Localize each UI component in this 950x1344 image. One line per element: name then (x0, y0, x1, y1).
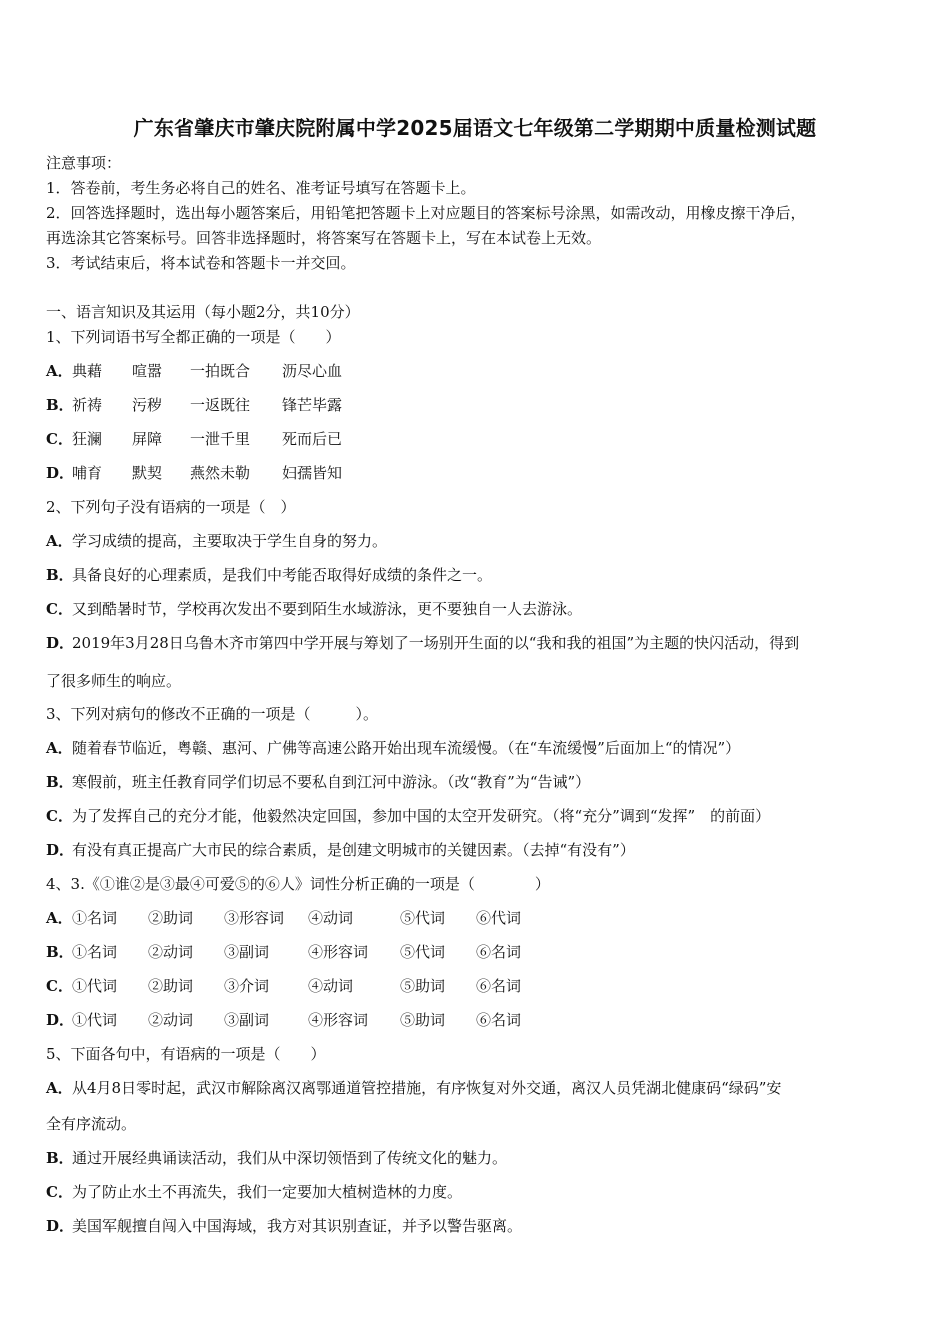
option-word: ①代词 (72, 1011, 118, 1029)
option-label: C． (46, 600, 73, 618)
option-word: 一泄千里 (190, 430, 251, 448)
option-word: ⑤助词 (400, 977, 446, 995)
option-word: ①名词 (72, 909, 118, 927)
option-word: ⑤助词 (400, 1011, 446, 1029)
option-word: ⑤代词 (400, 943, 446, 961)
option-word: ④动词 (308, 977, 354, 995)
option-label: C． (46, 977, 73, 995)
option-word: ⑤代词 (400, 909, 446, 927)
option-word: 燕然未勒 (190, 464, 251, 482)
q5-option-d (46, 1215, 522, 1236)
option-text: 具备良好的心理素质，是我们中考能否取得好成绩的条件之一。 (72, 566, 493, 584)
option-word: ⑥名词 (476, 1011, 522, 1029)
option-text: 为了防止水土不再流失，我们一定要加大植树造林的力度。 (72, 1183, 463, 1201)
option-label: D． (46, 634, 75, 652)
option-label: D． (46, 841, 75, 859)
option-word: 祈祷 (72, 396, 103, 414)
q2-option-a (46, 530, 387, 551)
option-word: 屏障 (132, 430, 163, 448)
option-word: 一返既往 (190, 396, 251, 414)
option-label: A． (46, 739, 73, 757)
option-text: 2019年3月28日乌鲁木齐市第四中学开展与筹划了一场别开生面的以“我和我的祖国”为主题的快闪活动，得到 (72, 634, 800, 652)
option-text: 美国军舰擅自闯入中国海域，我方对其识别查证，并予以警告驱离。 (72, 1217, 523, 1235)
notice-item-1: 1．答卷前，考生务必将自己的姓名、准考证号填写在答题卡上。 (46, 179, 476, 197)
question-4-stem: 4、3.《①谁②是③最④可爱⑤的⑥人》词性分析正确的一项是（ ） (46, 875, 550, 893)
option-word: ②助词 (148, 977, 194, 995)
option-word: ③副词 (224, 943, 270, 961)
option-word: ④动词 (308, 909, 354, 927)
question-3-stem: 3、下列对病句的修改不正确的一项是（ ）。 (46, 705, 379, 723)
q3-option-b (46, 771, 590, 792)
option-word: ②助词 (148, 909, 194, 927)
notice-item-3: 3．考试结束后，将本试卷和答题卡一并交回。 (46, 254, 356, 272)
option-label: B． (46, 1149, 74, 1167)
option-label: C． (46, 430, 73, 448)
page-title: 广东省肇庆市肇庆院附属中学2025届语文七年级第二学期期中质量检测试题 (133, 116, 817, 140)
option-word: 狂澜 (72, 430, 103, 448)
option-word: 默契 (132, 464, 163, 482)
q2-option-d (46, 632, 799, 653)
q5-option-a-cont: 全有序流动。 (46, 1115, 137, 1133)
option-label: D． (46, 464, 75, 482)
section-heading: 一、语言知识及其运用（每小题2分，共10分） (46, 303, 360, 321)
option-text: 有没有真正提高广大市民的综合素质，是创建文明城市的关键因素。（去掉“有没有”） (72, 841, 635, 859)
question-5-stem: 5、下面各句中，有语病的一项是（ ） (46, 1045, 326, 1063)
q1-option-a (46, 360, 342, 381)
option-text: 学习成绩的提高，主要取决于学生自身的努力。 (72, 532, 388, 550)
q5-option-b (46, 1147, 507, 1168)
q2-option-d-cont: 了很多师生的响应。 (46, 672, 182, 690)
q2-option-b (46, 564, 492, 585)
option-word: 喧嚣 (132, 362, 163, 380)
q3-option-a (46, 737, 740, 758)
option-word: ④形容词 (308, 943, 369, 961)
option-label: A． (46, 362, 73, 380)
q3-option-d (46, 839, 635, 860)
option-label: A． (46, 1079, 73, 1097)
option-text: 随着春节临近，粤赣、惠河、广佛等高速公路开始出现车流缓慢。（在“车流缓慢”后面加上“的情况”） (72, 739, 741, 757)
option-text: 寒假前，班主任教育同学们切忌不要私自到江河中游泳。（改“教育”为“告诫”） (72, 773, 591, 791)
option-label: B． (46, 773, 74, 791)
q4-option-a (46, 907, 521, 928)
option-label: B． (46, 943, 74, 961)
option-word: ③副词 (224, 1011, 270, 1029)
option-text: 从4月8日零时起，武汉市解除离汉离鄂通道管控措施，有序恢复对外交通，离汉人员凭湖北健康码“绿码”安 (72, 1079, 782, 1097)
q2-option-c (46, 598, 582, 619)
option-word: 沥尽心血 (282, 362, 343, 380)
notice-item-2-cont: 再选涂其它答案标号。回答非选择题时，将答案写在答题卡上，写在本试卷上无效。 (46, 229, 602, 247)
option-label: D． (46, 1217, 75, 1235)
option-word: ③形容词 (224, 909, 285, 927)
q4-option-c (46, 975, 521, 996)
notice-item-2: 2．回答选择题时，选出每小题答案后，用铅笔把答题卡上对应题目的答案标号涂黑，如需改动，用橡皮擦干净后， (46, 204, 806, 222)
option-label: D． (46, 1011, 75, 1029)
option-word: ①名词 (72, 943, 118, 961)
q1-option-c (46, 428, 342, 449)
option-word: 污秽 (132, 396, 163, 414)
option-word: ③介词 (224, 977, 270, 995)
option-label: A． (46, 532, 73, 550)
question-2-stem: 2、下列句子没有语病的一项是（ ） (46, 498, 296, 516)
option-label: B． (46, 396, 74, 414)
option-word: 妇孺皆知 (282, 464, 343, 482)
q1-option-d (46, 462, 342, 483)
option-word: ⑥代词 (476, 909, 522, 927)
option-word: 典藉 (72, 362, 103, 380)
option-word: ②动词 (148, 1011, 194, 1029)
option-word: ①代词 (72, 977, 118, 995)
option-text: 为了发挥自己的充分才能，他毅然决定回国，参加中国的太空开发研究。（将“充分”调到“发挥” 的前面） (72, 807, 771, 825)
option-word: 死而后已 (282, 430, 343, 448)
option-label: A． (46, 909, 73, 927)
option-word: 一拍既合 (190, 362, 251, 380)
option-word: ②动词 (148, 943, 194, 961)
option-label: B． (46, 566, 74, 584)
q5-option-c (46, 1181, 462, 1202)
q4-option-d (46, 1009, 521, 1030)
option-label: C． (46, 807, 73, 825)
option-word: ⑥名词 (476, 943, 522, 961)
q4-option-b (46, 941, 521, 962)
q1-option-b (46, 394, 342, 415)
question-1-stem: 1、下列词语书写全都正确的一项是（ ） (46, 328, 341, 346)
option-word: 哺育 (72, 464, 103, 482)
option-word: ⑥名词 (476, 977, 522, 995)
q5-option-a (46, 1077, 781, 1098)
option-word: 锋芒毕露 (282, 396, 343, 414)
option-label: C． (46, 1183, 73, 1201)
option-text: 通过开展经典诵读活动，我们从中深切领悟到了传统文化的魅力。 (72, 1149, 508, 1167)
q3-option-c (46, 805, 770, 826)
option-word: ④形容词 (308, 1011, 369, 1029)
option-text: 又到酷暑时节，学校再次发出不要到陌生水域游泳，更不要独自一人去游泳。 (72, 600, 583, 618)
notice-heading: 注意事项： (46, 154, 122, 172)
